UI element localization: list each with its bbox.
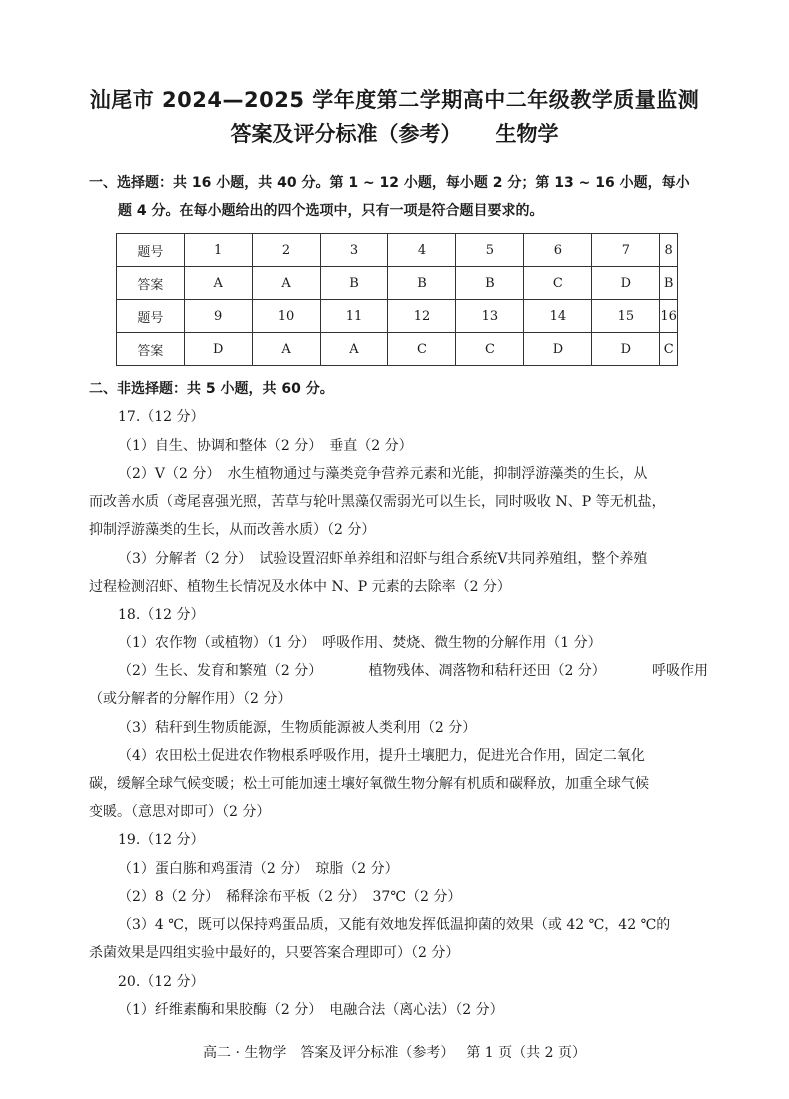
table-cell: B — [660, 267, 678, 300]
table-cell: A — [252, 333, 320, 366]
section1-heading-line2: 题 4 分。在每小题给出的四个选项中，只有一项是符合题目要求的。 — [118, 203, 544, 219]
table-cell: A — [320, 333, 388, 366]
table-cell: 6 — [524, 234, 592, 267]
q17-answer-line: （1）自生、协调和整体（2 分） 垂直（2 分） — [118, 438, 413, 454]
q18-answer-part: （2）生长、发育和繁殖（2 分） — [118, 663, 323, 679]
table-cell: 16 — [660, 300, 678, 333]
table-cell: 10 — [252, 300, 320, 333]
table-cell: D — [592, 333, 660, 366]
table-cell: C — [660, 333, 678, 366]
table-cell: 2 — [252, 234, 320, 267]
table-cell: B — [456, 267, 524, 300]
subtitle-answer-standard: 答案及评分标准（参考） — [230, 122, 462, 146]
section1-heading-line1: 一、选择题：共 16 小题，共 40 分。第 1 ~ 12 小题，每小题 2 分；第 13 ~ 16 小题，每小 — [89, 175, 690, 191]
q17-answer-line: 过程检测沼虾、植物生长情况及水体中 N、P 元素的去除率（2 分） — [89, 579, 511, 595]
table-cell: C — [456, 333, 524, 366]
table-cell: 13 — [456, 300, 524, 333]
q19-answer-line: （3）4 ℃，既可以保持鸡蛋品质，又能有效地发挥低温抑菌的效果（或 42 ℃，42 ℃的 — [118, 917, 671, 933]
table-cell: 答案 — [117, 267, 185, 300]
table-cell: 9 — [184, 300, 252, 333]
table-cell: 14 — [524, 300, 592, 333]
table-cell: 15 — [592, 300, 660, 333]
q19-heading: 19.（12 分） — [118, 832, 205, 848]
q18-answer-line — [118, 661, 708, 681]
q18-answer-line: （4）农田松土促进农作物根系呼吸作用，提升土壤肥力，促进光合作用，固定二氧化 — [118, 748, 645, 764]
q18-heading: 18.（12 分） — [118, 607, 205, 623]
table-row — [117, 234, 678, 267]
q19-answer-line: （1）蛋白胨和鸡蛋清（2 分） 琼脂（2 分） — [118, 861, 399, 877]
q18-answer-part: 植物残体、凋落物和秸秆还田（2 分） — [368, 663, 606, 679]
page-footer — [0, 1042, 789, 1062]
table-row — [117, 267, 678, 300]
table-cell: 11 — [320, 300, 388, 333]
table-cell: C — [388, 333, 456, 366]
q20-answer-line: （1）纤维素酶和果胶酶（2 分） 电融合法（离心法）（2 分） — [118, 1002, 504, 1018]
table-cell: 答案 — [117, 333, 185, 366]
table-cell: C — [524, 267, 592, 300]
table-row — [117, 300, 678, 333]
footer-doc-name: 高二 · 生物学 答案及评分标准（参考） — [203, 1045, 455, 1061]
table-cell: 7 — [592, 234, 660, 267]
q17-answer-line: 而改善水质（鸢尾喜强光照，苦草与轮叶黑藻仅需弱光可以生长，同时吸收 N、P 等无机盐， — [89, 494, 666, 510]
q17-answer-line: 抑制浮游藻类的生长，从而改善水质）（2 分） — [89, 522, 376, 538]
document-subtitle — [0, 118, 789, 148]
table-cell: 题号 — [117, 300, 185, 333]
q18-answer-line: （1）农作物（或植物）（1 分） 呼吸作用、焚烧、微生物的分解作用（1 分） — [118, 635, 602, 651]
q17-answer-line: （3）分解者（2 分） 试验设置沼虾单养组和沼虾与组合系统Ⅴ共同养殖组，整个养殖 — [118, 551, 648, 567]
q19-answer-line: （2）8（2 分） 稀释涂布平板（2 分） 37℃（2 分） — [118, 889, 462, 905]
subtitle-subject: 生物学 — [495, 122, 559, 146]
q17-heading: 17.（12 分） — [118, 409, 205, 425]
multiple-choice-answer-table — [116, 233, 678, 366]
q17-answer-line: （2）Ⅴ（2 分） 水生植物通过与藻类竞争营养元素和光能，抑制浮游藻类的生长，从 — [118, 466, 648, 482]
q19-answer-line: 杀菌效果是四组实验中最好的，只要答案合理即可）（2 分） — [89, 945, 460, 961]
table-cell: 3 — [320, 234, 388, 267]
table-row — [117, 333, 678, 366]
q18-answer-line: （或分解者的分解作用）（2 分） — [89, 691, 292, 707]
table-cell: 8 — [660, 234, 678, 267]
q18-answer-line: （3）秸秆到生物质能源，生物质能源被人类利用（2 分） — [118, 720, 477, 736]
q18-answer-part: 呼吸作用 — [652, 663, 708, 679]
q20-heading: 20.（12 分） — [118, 974, 205, 990]
table-cell: A — [252, 267, 320, 300]
table-cell: 题号 — [117, 234, 185, 267]
table-cell: D — [592, 267, 660, 300]
table-cell: A — [184, 267, 252, 300]
table-cell: 1 — [184, 234, 252, 267]
table-cell: B — [320, 267, 388, 300]
table-cell: D — [524, 333, 592, 366]
table-cell: 5 — [456, 234, 524, 267]
table-cell: B — [388, 267, 456, 300]
section2-heading: 二、非选择题：共 5 小题，共 60 分。 — [89, 381, 334, 397]
page-number: 第 1 页（共 2 页） — [466, 1045, 586, 1061]
q18-answer-line: 变暖。（意思对即可）（2 分） — [89, 804, 271, 820]
table-cell: D — [184, 333, 252, 366]
document-title: 汕尾市 2024—2025 学年度第二学期高中二年级教学质量监测 — [89, 88, 700, 112]
table-cell: 12 — [388, 300, 456, 333]
table-cell: 4 — [388, 234, 456, 267]
q18-answer-line: 碳，缓解全球气候变暖；松土可能加速土壤好氧微生物分解有机质和碳释放，加重全球气候 — [89, 776, 649, 792]
